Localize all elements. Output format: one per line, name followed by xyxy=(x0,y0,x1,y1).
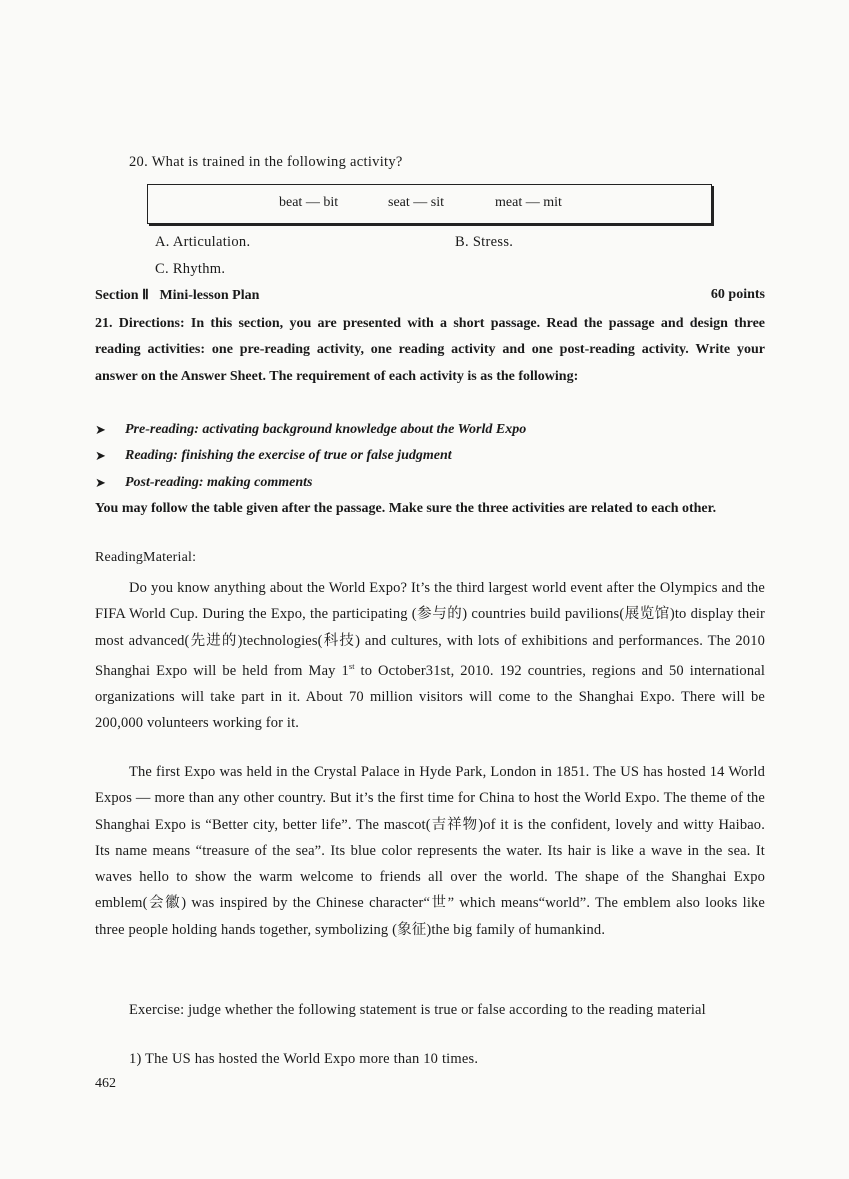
page-number: 462 xyxy=(95,1076,116,1091)
list-item xyxy=(95,417,765,443)
superscript-st: st xyxy=(348,661,355,671)
section-points: 60 points xyxy=(710,287,765,302)
word-pair: meat — mit xyxy=(495,195,562,210)
word-pairs-box xyxy=(147,184,712,224)
paragraph-1-text-a: Do you know anything about the World Expo? It’s the third largest world event after the Olympics and the FIFA World Cup. During the Expo, the participating (参与的) countries build pavilions(展览馆)to display their most advanced(先进的)technologies(科技) and cultures, with lots of exhibitions and performances. The 2010 Shanghai Expo will be held from May 1 xyxy=(95,580,765,679)
exercise-item-1: 1) The US has hosted the World Expo more than 10 times. xyxy=(129,1051,479,1067)
list-item xyxy=(95,443,765,469)
word-pair: seat — sit xyxy=(388,195,444,210)
arrow-bullet-icon: ➤ xyxy=(95,474,106,490)
list-item xyxy=(95,470,765,496)
section-title: Section Ⅱ Mini-lesson Plan xyxy=(95,288,260,303)
directions-text: 21. Directions: In this section, you are presented with a short passage. Read the passage and design three reading activities: one pre-reading activity, one reading activity and one post-reading activity. Write your answer on the Answer Sheet. The requirement of each activity is as the following: xyxy=(95,316,765,384)
word-pair: beat — bit xyxy=(279,195,339,210)
section-header xyxy=(95,287,765,304)
requirement-pre-reading: Pre-reading: activating background knowledge about the World Expo xyxy=(125,422,527,437)
arrow-bullet-icon: ➤ xyxy=(95,422,106,437)
question-20-text: 20. What is trained in the following activity? xyxy=(129,154,403,170)
option-b: B. Stress. xyxy=(455,234,514,250)
reading-material-label: ReadingMaterial: xyxy=(95,550,197,565)
activity-requirements-list xyxy=(95,417,765,496)
exercise-instruction: Exercise: judge whether the following statement is true or false according to the reading material xyxy=(129,1002,706,1018)
paragraph-1-text-b: to October31st, 2010. 192 countries, regions and 50 international organizations will take part in it. About 70 million visitors will come to the Shanghai Expo. There will be 200,000 volunteers working for it. xyxy=(95,662,765,732)
requirement-reading: Reading: finishing the exercise of true or false judgment xyxy=(125,448,452,464)
requirement-post-reading: Post-reading: making comments xyxy=(125,474,313,490)
follow-note: You may follow the table given after the passage. Make sure the three activities are related to each other. xyxy=(95,501,717,516)
arrow-bullet-icon: ➤ xyxy=(95,448,106,464)
option-c: C. Rhythm. xyxy=(155,261,226,277)
option-a: A. Articulation. xyxy=(155,234,251,250)
passage-paragraph-2: The first Expo was held in the Crystal Palace in Hyde Park, London in 1851. The US has hosted 14 World Expos — more than any other country. But it’s the first time for China to host the World Expo. The theme of the Shanghai Expo is “Better city, better life”. The mascot(吉祥物)of it is the confident, lovely and witty Haibao. Its name means “treasure of the sea”. Its blue color represents the water. Its hair is like a wave in the sea. It waves hello to show the warm welcome to friends all over the world. The shape of the Shanghai Expo emblem(会徽) was inspired by the Chinese character“世” which means“world”. The emblem also looks like three people holding hands together, symbolizing (象征)the big family of humankind. xyxy=(95,764,765,938)
passage-paragraph-1 xyxy=(95,575,765,737)
